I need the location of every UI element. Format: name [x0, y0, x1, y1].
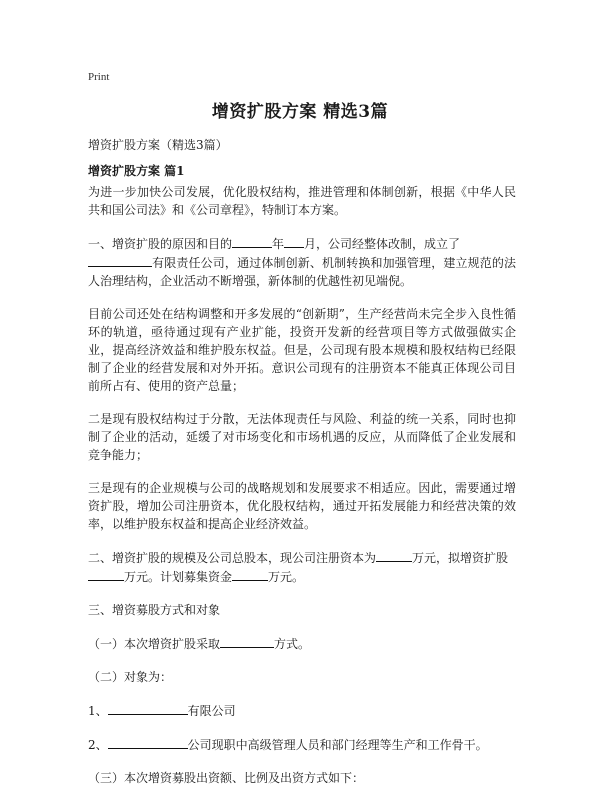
text-segment: 万元，拟增资扩股: [412, 551, 509, 565]
text-segment: 月，公司经整体改制，成立了: [304, 237, 461, 251]
text-segment: 二、增资扩股的规模及公司总股本，现公司注册资本为: [88, 551, 377, 565]
text-segment: 万元。计划募集资金: [124, 570, 233, 584]
text-segment: 万元。: [268, 570, 305, 584]
document-subtitle: 增资扩股方案（精选3篇）: [88, 138, 228, 152]
paragraph-targets: （二）对象为：: [88, 670, 173, 684]
paragraph-equity-structure: 二是现有股权结构过于分散，无法体现责任与风险、利益的统一关系，同时也抑制了企业的活动，延缓了对市场变化和市场机遇的反应，从而降低了企业发展和竞争能力；: [88, 412, 516, 462]
paragraph-reason: [88, 234, 516, 290]
blank-line: [232, 567, 268, 581]
paragraph-target-1: [88, 701, 516, 720]
blank-line: [88, 253, 152, 267]
text-segment: 1、: [88, 704, 108, 718]
text-segment: 2、: [88, 738, 108, 752]
text-segment: 有限公司: [187, 704, 236, 718]
paragraph-capital: [88, 548, 516, 586]
text-segment: （一）本次增资扩股采取: [88, 637, 221, 651]
paragraph-method: [88, 634, 516, 653]
paragraph-method-heading: 三、增资募股方式和对象: [88, 603, 221, 617]
text-segment: 年: [272, 237, 285, 251]
paragraph-scale: 三是现有的企业规模与公司的战略规划和发展要求不相适应。因此，需要通过增资扩股，增加公司注册资本，优化股权结构，通过开拓发展能力和经营决策的效率，以维护股东权益和提高企业经济效益。: [88, 481, 516, 531]
blank-line: [108, 735, 188, 749]
blank-line: [108, 701, 188, 715]
paragraph-current-status: 目前公司还处在结构调整和开多发展的“创新期”，生产经营尚未完全步入良性循环的轨道，亟待通过现有产业扩能，投资开发新的经营项目等方式做强做实企业，提高经济效益和维护股东权益。但是，公司现有股本规模和股权结构已经限制了企业的经营发展和对外开拓。意识公司现有的注册资本不能真正体现公司目前所占有、使用的资产总量；: [88, 307, 516, 393]
text-segment: 方式。: [274, 637, 311, 651]
text-segment: 有限责任公司，通过体制创新、机制转换和加强管理，建立规范的法人治理结构，企业活动不断增强，新体制的优越性初见端倪。: [88, 256, 516, 288]
document-body: [88, 183, 516, 802]
paragraph-target-2: [88, 735, 516, 754]
paragraph-intro: 为进一步加快公司发展，优化股权结构，推进管理和体制创新，根据《中华人民共和国公司法》和《公司章程》，特制订本方案。: [88, 185, 516, 217]
text-segment: 公司现职中高级管理人员和部门经理等生产和工作骨干。: [187, 738, 488, 752]
paragraph-contribution: （三）本次增资募股出资额、比例及出资方式如下：: [88, 771, 365, 785]
blank-line: [376, 548, 412, 562]
section-heading: 增资扩股方案 篇1: [88, 164, 185, 178]
document-title: 增资扩股方案 精选3篇: [211, 102, 389, 122]
print-link[interactable]: Print: [88, 71, 110, 83]
blank-line: [284, 234, 304, 248]
blank-line: [232, 234, 272, 248]
blank-line: [88, 567, 124, 581]
blank-line: [220, 634, 274, 648]
text-segment: 一、增资扩股的原因和目的: [88, 237, 233, 251]
